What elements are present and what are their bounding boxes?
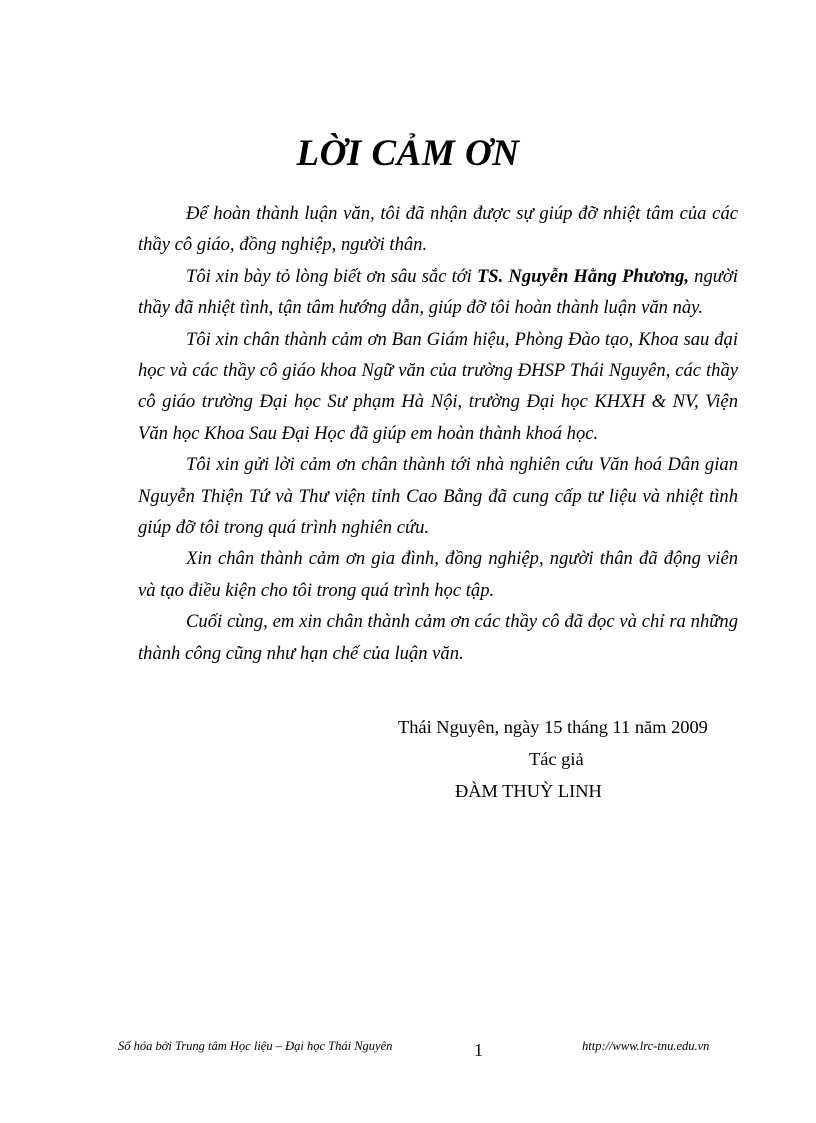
paragraph-3: Tôi xin chân thành cảm ơn Ban Giám hiệu, Phòng Đào tạo, Khoa sau đại học và các thầy cô giáo khoa Ngữ văn của trường ĐHSP Thái Nguyên, các thầy cô giáo trường Đại học Sư phạm Hà Nội, trường Đại học KHXH & NV, Viện Văn học Khoa Sau Đại Học đã giúp em hoàn thành khoá học. [138,328,738,444]
footer-url[interactable]: http://www.lrc-tnu.edu.vn [582,1039,710,1053]
signature-role: Tác giả [529,749,584,769]
paragraph-2-rest: người thầy đã nhiệt tình, tận tâm hướng dẫn, giúp đỡ tôi hoàn thành luận văn này. [138,265,738,319]
paragraph-4: Tôi xin gửi lời cảm ơn chân thành tới nhà nghiên cứu Văn hoá Dân gian Nguyễn Thiện Tứ và Thư viện tỉnh Cao Bằng đã cung cấp tư liệu và nhiệt tình giúp đỡ tôi trong quá trình nghiên cứu. [138,454,738,539]
paragraph-5: Xin chân thành cảm ơn gia đình, đồng nghiệp, người thân đã động viên và tạo điều kiện cho tôi trong quá trình học tập. [138,548,738,601]
acknowledgement-body [138,198,738,669]
author-name: ĐÀM THUỲ LINH [455,781,602,801]
supervisor-name: TS. Nguyễn Hằng Phương, [476,265,690,287]
paragraph-2-intro: Tôi xin bày tỏ lòng biết ơn sâu sắc tới [186,265,477,287]
paragraph-1: Để hoàn thành luận văn, tôi đã nhận được sự giúp đỡ nhiệt tâm của các thầy cô giáo, đồng nghiệp, người thân. [138,203,738,256]
signature-date: Thái Nguyên, ngày 15 tháng 11 năm 2009 [398,717,708,737]
page-number: 1 [474,1040,483,1060]
page-title: LỜI CẢM ƠN [296,133,520,174]
footer-digitized-by: Số hóa bởi Trung tâm Học liệu – Đại học Thái Nguyên [118,1039,393,1053]
paragraph-2 [138,261,738,324]
paragraph-6: Cuối cùng, em xin chân thành cảm ơn các thầy cô đã đọc và chỉ ra những thành công cũng như hạn chế của luận văn. [138,611,738,664]
